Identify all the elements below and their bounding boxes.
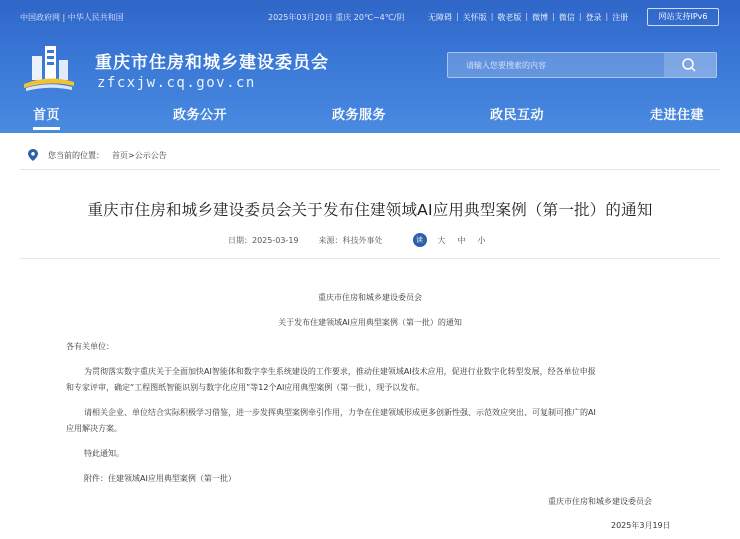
date-label: 日期：: [228, 235, 252, 245]
search-icon: [664, 53, 716, 77]
nav-gov-affairs[interactable]: 政务公开: [173, 108, 228, 123]
doc-sign-date: 2025年3月19日: [611, 521, 671, 530]
separator: |: [552, 12, 555, 21]
link-login[interactable]: 登录: [585, 13, 602, 22]
divider: [20, 258, 720, 259]
nav-gov-services[interactable]: 政务服务: [332, 108, 387, 123]
link-wechat[interactable]: 微信: [558, 13, 575, 22]
doc-org: 重庆市住房和城乡建设委员会: [318, 293, 422, 302]
doc-attachment[interactable]: 附件：住建领域AI应用典型案例（第一批）: [84, 474, 236, 483]
link-accessibility[interactable]: 无障碍: [428, 13, 452, 22]
font-size-large[interactable]: 大: [437, 235, 446, 245]
breadcrumb-path[interactable]: 首页>公示公告: [112, 150, 167, 160]
font-size-medium[interactable]: 中: [457, 235, 466, 245]
doc-notice: 特此通知。: [84, 449, 124, 458]
source-label: 来源：: [318, 235, 343, 245]
doc-para2-line2: 应用解决方案。: [66, 424, 122, 433]
divider: [20, 169, 720, 170]
link-weibo[interactable]: 微博: [532, 13, 549, 22]
separator: |: [456, 12, 459, 21]
article-source: 科技外事处: [342, 235, 383, 245]
search-box: [447, 52, 717, 78]
doc-para2-line1: 请相关企业、单位结合实际积极学习借鉴，进一步发挥典型案例牵引作用，力争在住建领域形成更多创新性强、示范效应突出、可复制可推广的AI: [84, 408, 596, 417]
location-pin-icon: [28, 149, 38, 161]
link-elder-mode[interactable]: 敬老版: [497, 13, 522, 22]
site-header: [0, 0, 740, 133]
breadcrumb: [28, 149, 167, 161]
separator: |: [605, 12, 609, 21]
date-weather: 2025年03月20日 重庆 20℃~4℃/阴: [268, 13, 405, 22]
separator: |: [490, 12, 494, 21]
emblem-logo-icon[interactable]: [20, 40, 78, 92]
top-links: [428, 12, 628, 23]
doc-para1-line2: 和专家评审，确定“工程图纸智能识别与数字化应用”等12个AI应用典型案例（第一批），现予以发布。: [66, 383, 425, 392]
font-size-small[interactable]: 小: [477, 235, 486, 245]
article-title: 重庆市住房和城乡建设委员会关于发布住建领域AI应用典型案例（第一批）的通知: [87, 201, 653, 219]
doc-subject: 关于发布住建领域AI应用典型案例（第一批）的通知: [278, 318, 462, 327]
link-care-mode[interactable]: 关怀版: [462, 13, 487, 22]
top-bar: [0, 0, 740, 30]
main-nav: [0, 96, 740, 133]
article-meta: [228, 233, 492, 247]
doc-para1-line1: 为贯彻落实数字重庆关于全面加快AI智能体和数字孪生系统建设的工作要求，推动住建领域AI技术应用，促进行业数字化转型发展，经各单位申报: [84, 367, 596, 376]
doc-salutation: 各有关单位：: [66, 342, 114, 351]
doc-sign-org: 重庆市住房和城乡建设委员会: [548, 497, 652, 506]
separator: |: [525, 12, 529, 21]
nav-about[interactable]: 走进住建: [650, 108, 705, 123]
search-button[interactable]: [664, 53, 716, 77]
read-aloud-icon[interactable]: 读: [413, 233, 427, 247]
gov-links[interactable]: 中国政府网 | 中华人民共和国: [20, 13, 124, 22]
nav-home[interactable]: 首页: [33, 104, 60, 123]
site-domain: zfcxjw.cq.gov.cn: [97, 75, 256, 91]
nav-interaction[interactable]: 政民互动: [490, 108, 545, 123]
link-register[interactable]: 注册: [612, 13, 629, 22]
ipv6-badge[interactable]: 网站支持IPv6: [647, 8, 719, 26]
separator: |: [578, 12, 582, 21]
article-date: 2025-03-19: [252, 235, 299, 245]
site-title[interactable]: 重庆市住房和城乡建设委员会: [95, 53, 329, 73]
search-input[interactable]: [466, 58, 666, 72]
breadcrumb-label: 您当前的位置：: [48, 150, 104, 160]
